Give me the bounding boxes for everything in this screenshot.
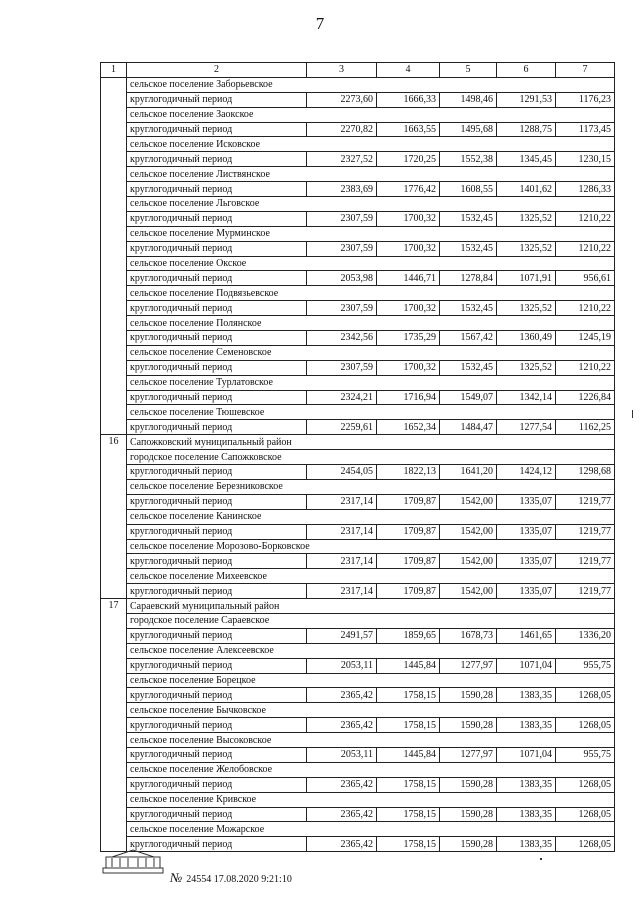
settlement-name: сельское поселение Борецкое bbox=[127, 673, 615, 688]
settlement-name: сельское поселение Тюшевское bbox=[127, 405, 615, 420]
tariff-value: 1484,47 bbox=[440, 420, 497, 435]
tariff-value: 1383,35 bbox=[497, 807, 556, 822]
tariff-value: 1542,00 bbox=[440, 524, 497, 539]
tariff-value: 2307,59 bbox=[307, 360, 377, 375]
settlement-name: сельское поселение Заокское bbox=[127, 107, 615, 122]
tariff-value: 1268,05 bbox=[556, 718, 615, 733]
tariff-value: 1162,25 bbox=[556, 420, 615, 435]
tariff-value: 1219,77 bbox=[556, 584, 615, 599]
tariff-value: 1325,52 bbox=[497, 241, 556, 256]
tariff-value: 2273,60 bbox=[307, 92, 377, 107]
table-row bbox=[101, 465, 615, 480]
tariff-value: 1498,46 bbox=[440, 92, 497, 107]
table-row bbox=[101, 211, 615, 226]
scan-speck bbox=[632, 410, 633, 418]
tariff-value: 1590,28 bbox=[440, 807, 497, 822]
tariff-value: 1758,15 bbox=[377, 807, 440, 822]
settlement-name: сельское поселение Кривское bbox=[127, 792, 615, 807]
settlement-name: сельское поселение Семеновское bbox=[127, 345, 615, 360]
settlement-name: сельское поселение Турлатовское bbox=[127, 375, 615, 390]
tariff-value: 1424,12 bbox=[497, 465, 556, 480]
table-row bbox=[101, 450, 615, 465]
tariff-value: 1758,15 bbox=[377, 688, 440, 703]
tariff-value: 955,75 bbox=[556, 747, 615, 762]
tariff-value: 1335,07 bbox=[497, 494, 556, 509]
table-row bbox=[101, 152, 615, 167]
tariff-value: 1230,15 bbox=[556, 152, 615, 167]
tariff-value: 2317,14 bbox=[307, 524, 377, 539]
tariff-value: 1286,33 bbox=[556, 182, 615, 197]
table-row bbox=[101, 92, 615, 107]
tariff-value: 1758,15 bbox=[377, 718, 440, 733]
settlement-name: сельское поселение Канинское bbox=[127, 509, 615, 524]
period-label: круглогодичный период bbox=[127, 122, 307, 137]
tariff-value: 2491,57 bbox=[307, 628, 377, 643]
tariff-value: 1542,00 bbox=[440, 554, 497, 569]
period-label: круглогодичный период bbox=[127, 241, 307, 256]
table-row bbox=[101, 137, 615, 152]
table-row bbox=[101, 569, 615, 584]
table-row bbox=[101, 435, 615, 450]
tariff-value: 1822,13 bbox=[377, 465, 440, 480]
tariff-value: 1268,05 bbox=[556, 777, 615, 792]
tariff-value: 2327,52 bbox=[307, 152, 377, 167]
tariff-value: 1335,07 bbox=[497, 554, 556, 569]
table-row bbox=[101, 360, 615, 375]
table-row bbox=[101, 777, 615, 792]
tariff-value: 1700,32 bbox=[377, 241, 440, 256]
period-label: круглогодичный период bbox=[127, 718, 307, 733]
tariff-value: 2454,05 bbox=[307, 465, 377, 480]
table-row bbox=[101, 197, 615, 212]
tariff-value: 1532,45 bbox=[440, 360, 497, 375]
settlement-name: сельское поселение Заборьевское bbox=[127, 77, 615, 92]
district-name: Сараевский муниципальный район bbox=[127, 599, 615, 614]
tariff-value: 1590,28 bbox=[440, 718, 497, 733]
building-seal-icon bbox=[102, 848, 164, 874]
table-row bbox=[101, 658, 615, 673]
tariff-value: 1549,07 bbox=[440, 390, 497, 405]
table-row bbox=[101, 271, 615, 286]
settlement-name: сельское поселение Бычковское bbox=[127, 703, 615, 718]
district-number: 16 bbox=[101, 435, 127, 599]
tariff-value: 2307,59 bbox=[307, 211, 377, 226]
tariff-value: 1446,71 bbox=[377, 271, 440, 286]
tariff-value: 1445,84 bbox=[377, 747, 440, 762]
tariff-table bbox=[100, 62, 615, 852]
tariff-value: 1226,84 bbox=[556, 390, 615, 405]
table-row bbox=[101, 807, 615, 822]
tariff-value: 1859,65 bbox=[377, 628, 440, 643]
tariff-value: 1678,73 bbox=[440, 628, 497, 643]
tariff-value: 1709,87 bbox=[377, 524, 440, 539]
tariff-value: 2365,42 bbox=[307, 688, 377, 703]
tariff-value: 2053,11 bbox=[307, 747, 377, 762]
table-body bbox=[101, 77, 615, 851]
tariff-value: 1495,68 bbox=[440, 122, 497, 137]
tariff-value: 1360,49 bbox=[497, 331, 556, 346]
tariff-value: 2317,14 bbox=[307, 494, 377, 509]
table-row bbox=[101, 539, 615, 554]
tariff-value: 1335,07 bbox=[497, 584, 556, 599]
tariff-value: 1383,35 bbox=[497, 718, 556, 733]
tariff-value: 2365,42 bbox=[307, 837, 377, 852]
tariff-value: 1245,19 bbox=[556, 331, 615, 346]
tariff-value: 1532,45 bbox=[440, 301, 497, 316]
table-row bbox=[101, 331, 615, 346]
tariff-value: 1590,28 bbox=[440, 837, 497, 852]
column-header: 4 bbox=[377, 63, 440, 78]
table-row bbox=[101, 405, 615, 420]
tariff-value: 2365,42 bbox=[307, 807, 377, 822]
tariff-value: 1277,97 bbox=[440, 747, 497, 762]
table-row bbox=[101, 643, 615, 658]
tariff-value: 2383,69 bbox=[307, 182, 377, 197]
table-row bbox=[101, 241, 615, 256]
settlement-name: городское поселение Сапожковское bbox=[127, 450, 615, 465]
table-row bbox=[101, 762, 615, 777]
tariff-value: 1700,32 bbox=[377, 360, 440, 375]
tariff-value: 1567,42 bbox=[440, 331, 497, 346]
tariff-value: 1709,87 bbox=[377, 584, 440, 599]
tariff-value: 1268,05 bbox=[556, 688, 615, 703]
tariff-value: 1383,35 bbox=[497, 837, 556, 852]
table-row bbox=[101, 390, 615, 405]
tariff-value: 1210,22 bbox=[556, 241, 615, 256]
table-row bbox=[101, 167, 615, 182]
tariff-value: 1071,04 bbox=[497, 658, 556, 673]
table-row bbox=[101, 226, 615, 241]
settlement-name: сельское поселение Подвязьевское bbox=[127, 286, 615, 301]
period-label: круглогодичный период bbox=[127, 465, 307, 480]
tariff-value: 1383,35 bbox=[497, 688, 556, 703]
tariff-value: 1532,45 bbox=[440, 241, 497, 256]
period-label: круглогодичный период bbox=[127, 628, 307, 643]
period-label: круглогодичный период bbox=[127, 494, 307, 509]
table-row bbox=[101, 286, 615, 301]
tariff-value: 1325,52 bbox=[497, 301, 556, 316]
tariff-value: 2053,98 bbox=[307, 271, 377, 286]
tariff-value: 1652,34 bbox=[377, 420, 440, 435]
tariff-value: 1735,29 bbox=[377, 331, 440, 346]
column-header: 6 bbox=[497, 63, 556, 78]
table-header-row bbox=[101, 63, 615, 78]
district-name: Сапожковский муниципальный район bbox=[127, 435, 615, 450]
table-row bbox=[101, 524, 615, 539]
tariff-value: 1219,77 bbox=[556, 494, 615, 509]
tariff-value: 1383,35 bbox=[497, 777, 556, 792]
tariff-value: 1700,32 bbox=[377, 301, 440, 316]
period-label: круглогодичный период bbox=[127, 658, 307, 673]
period-label: круглогодичный период bbox=[127, 271, 307, 286]
tariff-value: 1173,45 bbox=[556, 122, 615, 137]
tariff-value: 1335,07 bbox=[497, 524, 556, 539]
tariff-value: 1532,45 bbox=[440, 211, 497, 226]
tariff-value: 1716,94 bbox=[377, 390, 440, 405]
table-row bbox=[101, 822, 615, 837]
settlement-name: городское поселение Сараевское bbox=[127, 613, 615, 628]
period-label: круглогодичный период bbox=[127, 584, 307, 599]
table-row bbox=[101, 599, 615, 614]
tariff-value: 1277,54 bbox=[497, 420, 556, 435]
table-row bbox=[101, 837, 615, 852]
tariff-value: 1542,00 bbox=[440, 584, 497, 599]
tariff-value: 1709,87 bbox=[377, 494, 440, 509]
tariff-value: 1176,23 bbox=[556, 92, 615, 107]
tariff-value: 1210,22 bbox=[556, 301, 615, 316]
tariff-value: 2317,14 bbox=[307, 584, 377, 599]
tariff-value: 1219,77 bbox=[556, 524, 615, 539]
table-row bbox=[101, 747, 615, 762]
tariff-value: 1210,22 bbox=[556, 360, 615, 375]
period-label: круглогодичный период bbox=[127, 360, 307, 375]
tariff-value: 2307,59 bbox=[307, 301, 377, 316]
table-row bbox=[101, 107, 615, 122]
tariff-value: 2365,42 bbox=[307, 777, 377, 792]
tariff-value: 1776,42 bbox=[377, 182, 440, 197]
tariff-value: 2317,14 bbox=[307, 554, 377, 569]
settlement-name: сельское поселение Листвянское bbox=[127, 167, 615, 182]
tariff-value: 1590,28 bbox=[440, 688, 497, 703]
period-label: круглогодичный период bbox=[127, 554, 307, 569]
tariff-value: 1345,45 bbox=[497, 152, 556, 167]
tariff-value: 1641,20 bbox=[440, 465, 497, 480]
stamp-text: 24554 17.08.2020 9:21:10 bbox=[186, 874, 292, 885]
registration-stamp bbox=[170, 870, 292, 886]
settlement-name: сельское поселение Алексеевское bbox=[127, 643, 615, 658]
scan-speck bbox=[540, 858, 542, 860]
settlement-name: сельское поселение Морозово-Борковское bbox=[127, 539, 615, 554]
period-label: круглогодичный период bbox=[127, 747, 307, 762]
tariff-value: 2365,42 bbox=[307, 718, 377, 733]
table-row bbox=[101, 316, 615, 331]
tariff-value: 1071,04 bbox=[497, 747, 556, 762]
table-row bbox=[101, 509, 615, 524]
number-sign: № bbox=[170, 870, 183, 885]
tariff-value: 1758,15 bbox=[377, 777, 440, 792]
tariff-value: 1298,68 bbox=[556, 465, 615, 480]
table-row bbox=[101, 301, 615, 316]
period-label: круглогодичный период bbox=[127, 182, 307, 197]
settlement-name: сельское поселение Окское bbox=[127, 256, 615, 271]
period-label: круглогодичный период bbox=[127, 92, 307, 107]
settlement-name: сельское поселение Полянское bbox=[127, 316, 615, 331]
table-row bbox=[101, 703, 615, 718]
period-label: круглогодичный период bbox=[127, 688, 307, 703]
period-label: круглогодичный период bbox=[127, 807, 307, 822]
column-header: 7 bbox=[556, 63, 615, 78]
tariff-value: 1325,52 bbox=[497, 211, 556, 226]
table-row bbox=[101, 792, 615, 807]
table-row bbox=[101, 345, 615, 360]
tariff-value: 1720,25 bbox=[377, 152, 440, 167]
table-row bbox=[101, 182, 615, 197]
period-label: круглогодичный период bbox=[127, 331, 307, 346]
settlement-name: сельское поселение Исковское bbox=[127, 137, 615, 152]
table-row bbox=[101, 613, 615, 628]
period-label: круглогодичный период bbox=[127, 837, 307, 852]
tariff-value: 1552,38 bbox=[440, 152, 497, 167]
tariff-value: 1445,84 bbox=[377, 658, 440, 673]
tariff-value: 2307,59 bbox=[307, 241, 377, 256]
tariff-value: 956,61 bbox=[556, 271, 615, 286]
settlement-name: сельское поселение Высоковское bbox=[127, 733, 615, 748]
tariff-value: 1268,05 bbox=[556, 837, 615, 852]
table-row bbox=[101, 584, 615, 599]
tariff-value: 1700,32 bbox=[377, 211, 440, 226]
settlement-name: сельское поселение Можарское bbox=[127, 822, 615, 837]
tariff-value: 1219,77 bbox=[556, 554, 615, 569]
district-number: 17 bbox=[101, 599, 127, 852]
settlement-name: сельское поселение Льговское bbox=[127, 197, 615, 212]
district-number bbox=[101, 77, 127, 434]
settlement-name: сельское поселение Желобовское bbox=[127, 762, 615, 777]
page-number: 7 bbox=[315, 14, 325, 33]
table-row bbox=[101, 688, 615, 703]
table-row bbox=[101, 733, 615, 748]
tariff-value: 1401,62 bbox=[497, 182, 556, 197]
table-row bbox=[101, 673, 615, 688]
tariff-value: 2324,21 bbox=[307, 390, 377, 405]
tariff-value: 2270,82 bbox=[307, 122, 377, 137]
table-row bbox=[101, 256, 615, 271]
period-label: круглогодичный период bbox=[127, 211, 307, 226]
tariff-value: 1278,84 bbox=[440, 271, 497, 286]
table-row bbox=[101, 554, 615, 569]
table-row bbox=[101, 479, 615, 494]
period-label: круглогодичный период bbox=[127, 152, 307, 167]
table-row bbox=[101, 375, 615, 390]
column-header: 3 bbox=[307, 63, 377, 78]
tariff-value: 2259,61 bbox=[307, 420, 377, 435]
tariff-value: 1758,15 bbox=[377, 837, 440, 852]
column-header: 1 bbox=[101, 63, 127, 78]
settlement-name: сельское поселение Михеевское bbox=[127, 569, 615, 584]
tariff-value: 1663,55 bbox=[377, 122, 440, 137]
column-header: 2 bbox=[127, 63, 307, 78]
tariff-value: 1608,55 bbox=[440, 182, 497, 197]
period-label: круглогодичный период bbox=[127, 390, 307, 405]
column-header: 5 bbox=[440, 63, 497, 78]
tariff-value: 1461,65 bbox=[497, 628, 556, 643]
settlement-name: сельское поселение Березниковское bbox=[127, 479, 615, 494]
period-label: круглогодичный период bbox=[127, 301, 307, 316]
tariff-value: 1542,00 bbox=[440, 494, 497, 509]
table-row bbox=[101, 122, 615, 137]
tariff-value: 1071,91 bbox=[497, 271, 556, 286]
tariff-value: 955,75 bbox=[556, 658, 615, 673]
tariff-value: 1666,33 bbox=[377, 92, 440, 107]
table-row bbox=[101, 494, 615, 509]
tariff-value: 1709,87 bbox=[377, 554, 440, 569]
tariff-value: 1342,14 bbox=[497, 390, 556, 405]
table-row bbox=[101, 77, 615, 92]
period-label: круглогодичный период bbox=[127, 777, 307, 792]
period-label: круглогодичный период bbox=[127, 524, 307, 539]
table-row bbox=[101, 718, 615, 733]
table-row bbox=[101, 628, 615, 643]
table-row bbox=[101, 420, 615, 435]
settlement-name: сельское поселение Мурминское bbox=[127, 226, 615, 241]
tariff-value: 1268,05 bbox=[556, 807, 615, 822]
tariff-value: 1277,97 bbox=[440, 658, 497, 673]
tariff-value: 1590,28 bbox=[440, 777, 497, 792]
tariff-value: 2053,11 bbox=[307, 658, 377, 673]
tariff-value: 1325,52 bbox=[497, 360, 556, 375]
tariff-value: 1288,75 bbox=[497, 122, 556, 137]
tariff-value: 2342,56 bbox=[307, 331, 377, 346]
tariff-value: 1291,53 bbox=[497, 92, 556, 107]
period-label: круглогодичный период bbox=[127, 420, 307, 435]
tariff-value: 1210,22 bbox=[556, 211, 615, 226]
tariff-value: 1336,20 bbox=[556, 628, 615, 643]
